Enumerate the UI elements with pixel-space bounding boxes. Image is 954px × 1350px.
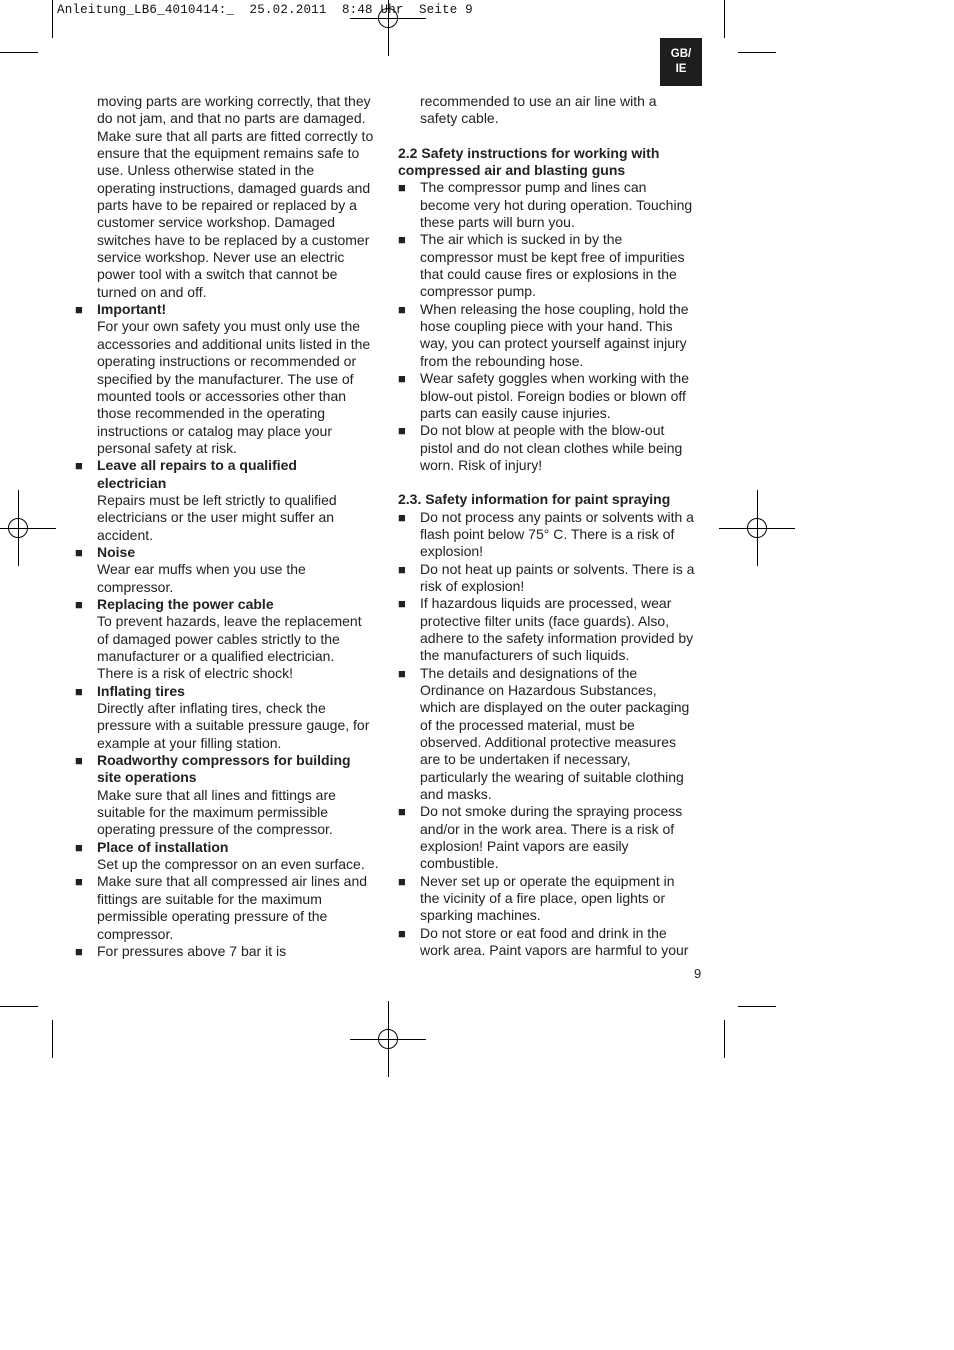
text-line: combustible. (420, 855, 499, 872)
text-line: explosion! Paint vapors are easily (420, 838, 629, 855)
item-title: Leave all repairs to a qualified (97, 457, 297, 474)
text-line: Wear safety goggles when working with the (420, 370, 689, 387)
text-line: pressure with a suitable pressure gauge, for (97, 717, 370, 734)
text-line: power tool with a switch that cannot be (97, 266, 338, 283)
bullet-icon: ■ (398, 561, 406, 577)
list-item (75, 596, 381, 683)
text-line: service workshop. Never use an electric (97, 249, 345, 266)
crop-mark (738, 1006, 776, 1007)
text-line: The compressor pump and lines can (420, 179, 647, 196)
section-spacer (398, 474, 704, 491)
text-line: For pressures above 7 bar it is (97, 942, 287, 959)
text-line: customer service workshop. Damaged (97, 214, 336, 231)
text-line: personal safety at risk. (97, 439, 238, 456)
text-line: protective filter units (face guards). Also, (420, 612, 669, 629)
text-line: which are displayed on the outer packaging (420, 699, 690, 716)
text-line: Make sure that all compressed air lines and (97, 873, 368, 890)
text-line: Make sure that all lines and fittings are (97, 786, 336, 803)
bullet-icon: ■ (75, 683, 83, 699)
text-line: turned on and off. (97, 283, 207, 300)
continued-paragraph (75, 93, 381, 301)
text-line: specified by the manufacturer. The use of (97, 370, 354, 387)
text-line: electricians or the user might suffer an (97, 509, 335, 526)
text-line: manufacturer or a qualified electrician. (97, 648, 335, 664)
text-line: particularly the wearing of suitable clothing (420, 768, 684, 785)
text-line: Make sure that all parts are fitted correctly to (97, 127, 374, 144)
text-line: mounted tools or accessories other than (97, 387, 347, 404)
bullet-icon: ■ (398, 232, 406, 248)
text-line: safety cable. (420, 110, 499, 127)
language-tab-line1: GB/ (670, 48, 692, 60)
text-line: parts have to be repaired or replaced by a (97, 197, 357, 214)
crop-mark (52, 1020, 53, 1058)
text-line: The air which is sucked in by the (420, 231, 623, 248)
heading-line: compressed air and blasting guns (398, 162, 626, 179)
list-item (398, 370, 704, 422)
text-line: observed. Additional protective measures (420, 734, 677, 751)
text-line: use. Unless otherwise stated in the (97, 162, 315, 179)
text-line: Do not store or eat food and drink in the (420, 924, 667, 941)
section-heading (398, 145, 704, 180)
section-spacer (398, 128, 704, 145)
text-line: To prevent hazards, leave the replacement (97, 613, 362, 630)
text-line: Do not smoke during the spraying process (420, 803, 683, 820)
bullet-icon: ■ (398, 873, 406, 889)
text-line: operating instructions or recommended or (97, 353, 357, 370)
text-line: from the rebounding hose. (420, 352, 584, 369)
language-tab (660, 38, 702, 86)
text-line: For your own safety you must only use the (97, 318, 361, 335)
text-line: the manufacturers of such liquids. (420, 647, 630, 664)
text-line: compressor. (97, 925, 174, 942)
text-line: operating pressure of the compressor. (97, 821, 333, 838)
bullet-icon: ■ (75, 943, 83, 959)
text-line: sparking machines. (420, 907, 541, 924)
list-item (398, 925, 704, 960)
page-number: 9 (694, 966, 702, 981)
text-line: flash point below 75° C. There is a risk of (420, 525, 675, 542)
list-item (75, 943, 381, 960)
text-line: way, you can protect yourself against injury (420, 335, 687, 352)
bullet-icon: ■ (75, 544, 83, 560)
section-heading (398, 491, 704, 508)
text-line: instructions or catalog may place your (97, 422, 332, 439)
text-line: those recommended in the operating (97, 405, 326, 422)
text-line: do not jam, and that no parts are damaged. (97, 110, 366, 127)
text-line: Never set up or operate the equipment in (420, 872, 675, 889)
bullet-icon: ■ (75, 874, 83, 890)
list-item (398, 665, 704, 804)
list-item (398, 231, 704, 300)
text-line: moving parts are working correctly, that they (97, 93, 371, 109)
list-item (75, 683, 381, 752)
text-line: compressor. (97, 578, 174, 595)
bullet-icon: ■ (398, 804, 406, 820)
text-line: and/or in the work area. There is a risk of (420, 820, 675, 837)
text-line: Set up the compressor on an even surface. (97, 856, 365, 873)
item-title: Important! (97, 301, 167, 318)
text-line: of damaged power cables strictly to the (97, 630, 340, 647)
text-line: accident. (97, 526, 154, 543)
text-line: Wear ear muffs when you use the (97, 561, 306, 578)
bullet-icon: ■ (398, 665, 406, 681)
bullet-icon: ■ (398, 925, 406, 941)
bullet-icon: ■ (75, 302, 83, 318)
list-item (398, 873, 704, 925)
list-item (398, 179, 704, 231)
text-line: If hazardous liquids are processed, wear (420, 595, 672, 612)
text-line: and masks. (420, 786, 492, 803)
registration-mark-bottom (350, 1001, 426, 1077)
item-title: Noise (97, 543, 136, 560)
text-line: compressor pump. (420, 283, 536, 300)
text-line: that could cause fires or explosions in the (420, 266, 677, 283)
text-line: compressor must be kept free of impurities (420, 248, 685, 265)
crop-mark (0, 1006, 38, 1007)
text-line: risk of explosion! (420, 577, 525, 594)
text-line: When releasing the hose coupling, hold the (420, 300, 689, 317)
text-line: explosion! (420, 543, 484, 560)
continued-paragraph (398, 93, 704, 128)
list-item (75, 457, 381, 544)
crop-mark (0, 52, 38, 53)
text-line: switches have to be replaced by a customer (97, 231, 370, 248)
text-line: of the processed material, must be (420, 716, 635, 733)
bullet-icon: ■ (75, 458, 83, 474)
item-title: Place of installation (97, 838, 229, 855)
text-line: permissible operating pressure of the (97, 908, 328, 925)
list-item (75, 752, 381, 839)
text-line: The details and designations of the (420, 664, 638, 681)
text-line: Directly after inflating tires, check the (97, 700, 326, 717)
item-title: Inflating tires (97, 682, 185, 699)
text-line: work area. Paint vapors are harmful to your (420, 942, 689, 959)
list-item (398, 301, 704, 370)
text-line: example at your filling station. (97, 734, 282, 751)
registration-mark-right (719, 490, 795, 566)
text-line: fittings are suitable for the maximum (97, 890, 322, 907)
heading-line: 2.2 Safety instructions for working with (398, 144, 660, 161)
list-item (398, 595, 704, 664)
text-line: Do not blow at people with the blow-out (420, 422, 665, 439)
text-line: adhere to the safety information provided by (420, 629, 694, 646)
crop-mark (738, 52, 776, 53)
text-line: Do not heat up paints or solvents. There is a (420, 560, 695, 577)
item-title: site operations (97, 769, 197, 786)
list-item (75, 544, 381, 596)
bullet-icon: ■ (75, 839, 83, 855)
list-item (75, 839, 381, 874)
item-title: Replacing the power cable (97, 595, 274, 612)
bullet-icon: ■ (398, 423, 406, 439)
text-line: become very hot during operation. Touching (420, 196, 693, 213)
language-tab-line2: IE (675, 63, 687, 75)
right-column (398, 93, 704, 960)
heading-line: 2.3. Safety information for paint spraying (398, 491, 671, 508)
list-item (398, 561, 704, 596)
text-line: There is a risk of electric shock! (97, 665, 294, 682)
text-line: pistol and do not clean clothes while being (420, 439, 683, 456)
text-line: are to be undertaken if necessary, (420, 751, 631, 768)
bullet-icon: ■ (398, 301, 406, 317)
crop-mark (724, 1020, 725, 1058)
item-title: electrician (97, 474, 167, 491)
text-line: accessories and additional units listed in the (97, 335, 371, 352)
item-title: Roadworthy compressors for building (97, 752, 351, 769)
list-item (398, 803, 704, 872)
text-line: worn. Risk of injury! (420, 456, 543, 473)
left-column (75, 93, 381, 960)
text-line: suitable for the maximum permissible (97, 804, 329, 821)
bullet-icon: ■ (398, 371, 406, 387)
text-line: Repairs must be left strictly to qualified (97, 491, 337, 508)
text-line: hose coupling piece with your hand. This (420, 318, 673, 335)
text-line: Ordinance on Hazardous Substances, (420, 682, 657, 698)
text-line: recommended to use an air line with a (420, 93, 657, 109)
list-item (75, 873, 381, 942)
text-line: Do not process any paints or solvents with a (420, 508, 694, 525)
text-line: the vicinity of a fire place, open lights or (420, 890, 666, 907)
text-line: blow-out pistol. Foreign bodies or blown off (420, 387, 686, 404)
bullet-icon: ■ (75, 596, 83, 612)
list-item (75, 301, 381, 457)
text-line: these parts will burn you. (420, 214, 575, 231)
registration-mark-left (0, 490, 56, 566)
crop-mark (52, 0, 53, 38)
crop-mark (724, 0, 725, 38)
print-slug: Anleitung_LB6_4010414:_ 25.02.2011 8:48 Uhr Seite 9 (57, 3, 473, 17)
text-line: parts can easily cause injuries. (420, 404, 611, 421)
bullet-icon: ■ (75, 753, 83, 769)
bullet-icon: ■ (398, 509, 406, 525)
list-item (398, 509, 704, 561)
list-item (398, 422, 704, 474)
text-line: ensure that the equipment remains safe to (97, 145, 360, 162)
bullet-icon: ■ (398, 180, 406, 196)
text-line: operating instructions, damaged guards and (97, 179, 371, 196)
bullet-icon: ■ (398, 596, 406, 612)
